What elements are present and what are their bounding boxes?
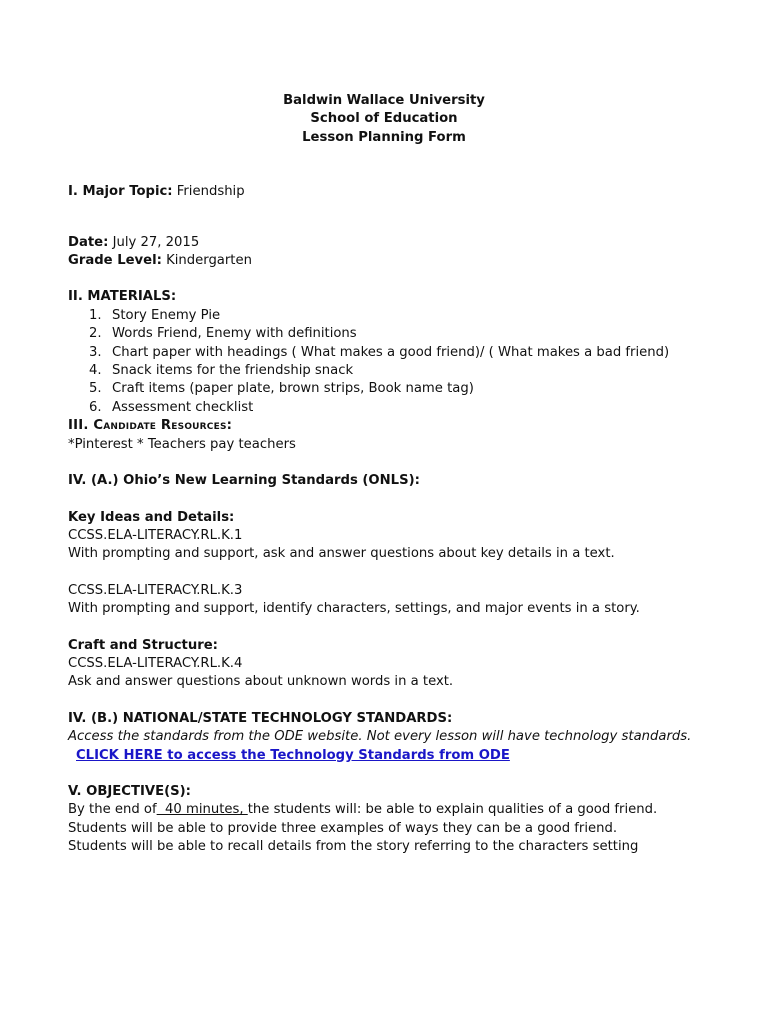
objective-line-2: Students will be able to provide three examples of ways they can be a good friend. xyxy=(68,820,618,836)
candidate-resources-value: *Pinterest * Teachers pay teachers xyxy=(68,436,296,452)
tech-standards-heading: IV. (B.) NATIONAL/STATE TECHNOLOGY STANDARDS: xyxy=(68,710,453,726)
list-item-number: 1. xyxy=(89,307,102,323)
key-ideas-heading: Key Ideas and Details: xyxy=(68,509,235,525)
date-label: Date: xyxy=(68,234,109,250)
list-item-number: 4. xyxy=(89,363,102,379)
list-item-number: 2. xyxy=(89,326,102,342)
list-item-number: 5. xyxy=(89,381,102,397)
school-name: School of Education xyxy=(310,111,458,127)
major-topic-line xyxy=(68,183,708,201)
tech-standards-note: Access the standards from the ODE website. Not every lesson will have technology standards. xyxy=(68,729,692,745)
standard-code: CCSS.ELA-LITERACY.RL.K.1 xyxy=(68,527,243,543)
craft-structure-heading: Craft and Structure: xyxy=(68,637,218,653)
objectives-heading: V. OBJECTIVE(S): xyxy=(68,783,191,799)
grade-level-label: Grade Level: xyxy=(68,253,162,269)
objective-line-1 xyxy=(68,801,708,819)
list-item xyxy=(89,325,708,343)
grade-level-value: Kindergarten xyxy=(166,253,252,269)
list-item-text: Words Friend, Enemy with definitions xyxy=(112,326,357,342)
document-header xyxy=(68,92,700,147)
list-item-number: 3. xyxy=(89,344,102,360)
objective-line-3: Students will be able to recall details from the story referring to the characters setting xyxy=(68,839,639,855)
list-item-number: 6. xyxy=(89,399,102,415)
lesson-plan-page xyxy=(68,92,708,857)
university-name: Baldwin Wallace University xyxy=(283,93,485,108)
list-item-text: Craft items (paper plate, brown strips, Book name tag) xyxy=(112,381,474,397)
major-topic-label: I. Major Topic: xyxy=(68,184,173,200)
standard-code: CCSS.ELA-LITERACY.RL.K.4 xyxy=(68,655,243,671)
list-item-text: Assessment checklist xyxy=(112,399,254,415)
standard-text: With prompting and support, identify characters, settings, and major events in a story. xyxy=(68,601,640,617)
list-item-text: Story Enemy Pie xyxy=(112,307,221,323)
grade-level-line xyxy=(68,252,708,270)
form-title: Lesson Planning Form xyxy=(302,129,466,145)
list-item xyxy=(89,399,708,417)
list-item xyxy=(89,380,708,398)
list-item-text: Chart paper with headings ( What makes a good friend)/ ( What makes a bad friend) xyxy=(112,344,670,360)
objective-line-1-prefix: By the end of xyxy=(68,802,157,818)
objective-line-1-suffix: the students will: be able to explain qualities of a good friend. xyxy=(247,802,658,818)
onls-heading: IV. (A.) Ohio’s New Learning Standards (ONLS): xyxy=(68,473,420,489)
list-item xyxy=(89,362,708,380)
standard-text: With prompting and support, ask and answer questions about key details in a text. xyxy=(68,546,615,562)
objective-time-blank: 40 minutes, xyxy=(156,802,248,818)
major-topic-value: Friendship xyxy=(176,184,245,200)
tech-standards-link[interactable]: CLICK HERE to access the Technology Standards from ODE xyxy=(76,747,510,763)
standard-code: CCSS.ELA-LITERACY.RL.K.3 xyxy=(68,582,243,598)
materials-list xyxy=(68,307,708,417)
list-item xyxy=(89,307,708,325)
standard-text: Ask and answer questions about unknown words in a text. xyxy=(68,674,454,690)
date-line xyxy=(68,234,708,252)
candidate-resources-heading: III. Candidate Resources: xyxy=(68,418,233,434)
list-item xyxy=(89,344,708,362)
list-item-text: Snack items for the friendship snack xyxy=(112,363,354,379)
date-value: July 27, 2015 xyxy=(112,234,200,250)
materials-heading: II. MATERIALS: xyxy=(68,289,177,305)
